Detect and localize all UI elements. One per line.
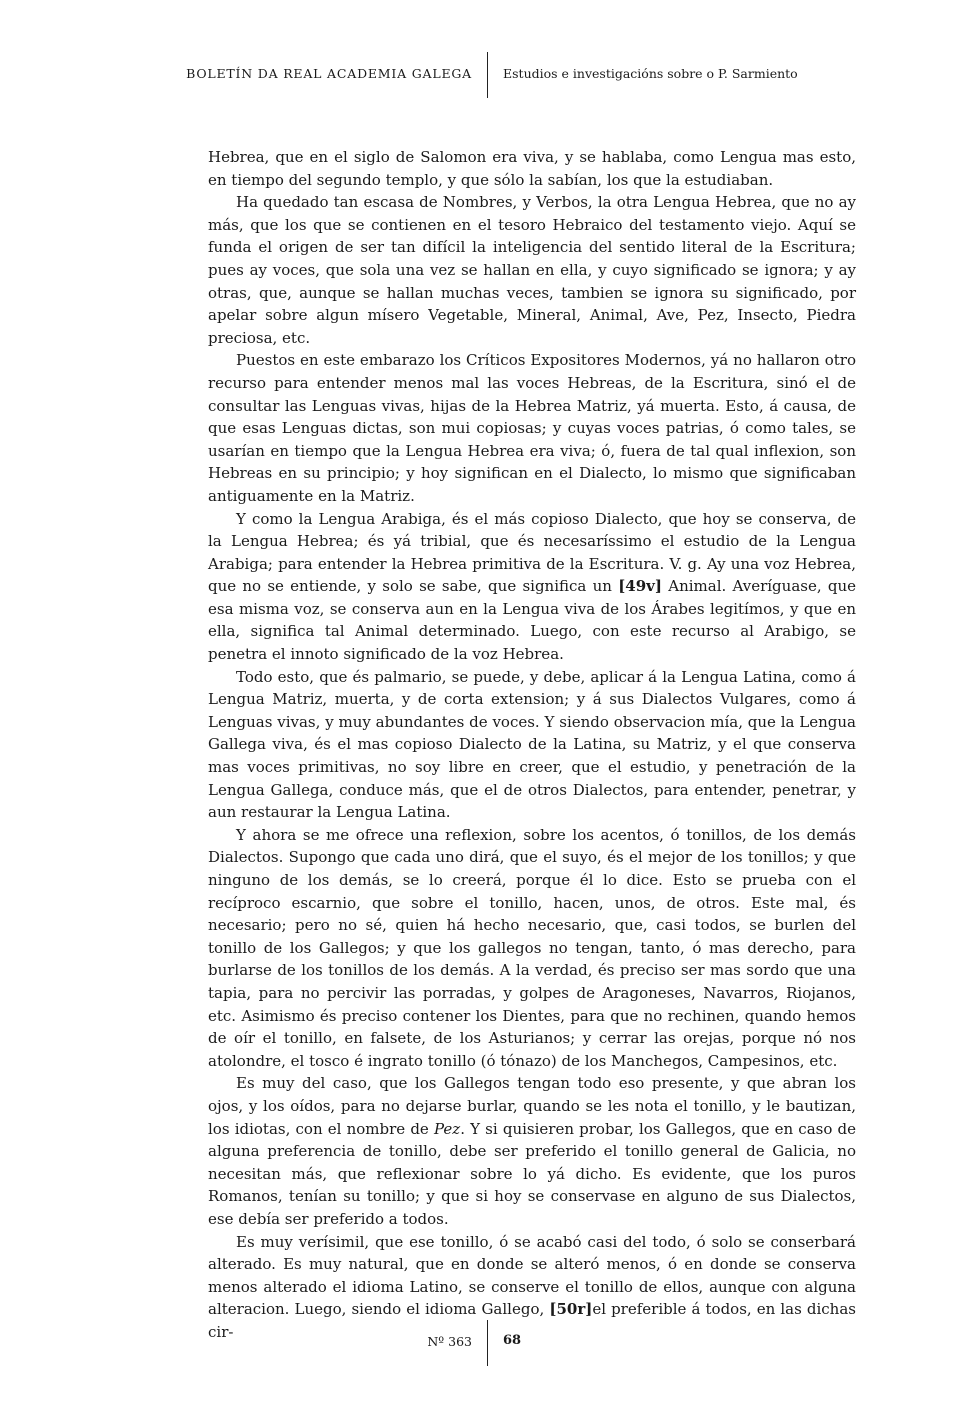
- main-text: [208, 146, 856, 1343]
- page-header: [0, 0, 975, 110]
- journal-title: BOLETÍN DA REAL ACADEMIA GALEGA: [186, 66, 472, 81]
- paragraph-text: Y como la Lengua Arabiga, és el más copioso Dialecto, que hoy se conserva, de la Lengua Hebrea; és yá tribial, que és necesaríssimo el estudio de la Lengua Arabiga; para entender la Hebrea primitiva de la Escritura. V. g. Ay una voz Hebrea, que no se entiende, y solo se sabe, que significa un: [208, 509, 856, 596]
- folio-marker: [49v]: [618, 577, 662, 596]
- paragraph-text: Animal. Averíguase, que esa misma voz, se conserva aun en la Lengua viva de los Árabes legitímos, y que en ella, significa tal Animal determinado. Luego, con este recurso al Arabigo, se penetra el innoto significado de la voz Hebrea.: [208, 577, 856, 664]
- paragraph: Ha quedado tan escasa de Nombres, y Verbos, la otra Lengua Hebrea, que no ay más, que los que se contienen en el tesoro Hebraico del testamento viejo. Aquí se funda el origen de ser tan difícil la inteligencia del sentido literal de la Escritura; pues ay voces, que sola una vez se hallan en ella, y cuyo significado se ignora; y ay otras, que, aunque se hallan muchas veces, tambien se ignora su significado, por apelar sobre algun mísero Vegetable, Mineral, Animal, Ave, Pez, Insecto, Piedra preciosa, etc.: [208, 193, 856, 347]
- paragraph: Puestos en este embarazo los Críticos Expositores Modernos, yá no hallaron otro recurso para entender menos mal las voces Hebreas, de la Escritura, sinó el de consultar las Lenguas vivas, hijas de la Hebrea Matriz, yá muerta. Esto, á causa, de que esas Lenguas dictas, son mui copiosas; y cuyas voces patrias, ó como tales, se usarían en tiempo que la Lengua Hebrea era viva; ó, fuera de tal qual inflexion, son Hebreas en su principio; y hoy significan en el Dialecto, lo mismo que significaban antiguamente en la Matriz.: [208, 351, 856, 505]
- page-footer: [0, 1320, 975, 1380]
- header-divider: [487, 52, 488, 98]
- page-number: 68: [503, 1333, 522, 1348]
- paragraph-text: . Y si quisieren probar, los Gallegos, que en caso de alguna preferencia de tonillo, debe ser preferido el tonillo general de Galicia, no necesitan más, que reflexionar sobre lo yá dicho. Es evidente, que los puros Romanos, tenían su tonillo; y que si hoy se conservase en alguno de sus Dialectos, ese debía ser preferido a todos.: [208, 1119, 857, 1228]
- italic-term: Pez: [433, 1119, 461, 1138]
- section-title: Estudios e investigacións sobre o P. Sarmiento: [503, 66, 798, 81]
- footer-divider: [487, 1320, 488, 1366]
- paragraph: [208, 508, 856, 666]
- paragraph: Y ahora se me ofrece una reflexion, sobre los acentos, ó tonillos, de los demás Dialectos. Supongo que cada uno dirá, que el suyo, és el mejor de los tonillos; y que ninguno de los demás, se lo creerá, porque él lo dice. Esto se prueba con el recíproco escarnio, que sobre el tonillo, hacen, unos, de otros. Este mal, és necesario; pero no sé, quien há hecho necesario, que, casi todos, se burlen del tonillo de los Gallegos; y que los gallegos no tengan, tanto, ó mas derecho, para burlarse de los tonillos de los demás. A la verdad, és preciso ser mas sordo que una tapia, para no percivir las porradas, y golpes de Aragoneses, Navarros, Riojanos, etc. Asimismo és preciso contener los Dientes, para que no rechinen, quando hemos de oír el tonillo, en falsete, de los Asturianos; y cerrar las orejas, porque nó nos atolondre, el tosco é ingrato tonillo (ó tónazo) de los Manchegos, Campesinos, etc.: [208, 825, 856, 1070]
- paragraph: Hebrea, que en el siglo de Salomon era viva, y se hablaba, como Lengua mas esto, en tiempo del segundo templo, y que sólo la sabían, los que la estudiaban.: [208, 148, 856, 189]
- issue-number: Nº 363: [427, 1334, 472, 1349]
- paragraph-text: Es muy verísimil, que ese tonillo, ó se acabó casi del todo, ó solo se conserbará alterado. Es muy natural, que en donde se alteró menos, ó en donde se conserva menos alterado el idioma Latino, se conserve el tonillo de ellos, aunque con alguna alteracion. Luego, siendo el idioma Gallego,: [208, 1232, 856, 1319]
- paragraph-text: Es muy del caso, que los Gallegos tengan todo eso presente, y que abran los ojos, y los oídos, para no dejarse burlar, quando se les nota el tonillo, y le bautizan, los idiotas, con el nombre de: [208, 1074, 856, 1138]
- paragraph: [208, 1072, 856, 1230]
- folio-marker: [50r]: [549, 1300, 593, 1319]
- paragraph: Todo esto, que és palmario, se puede, y debe, aplicar á la Lengua Latina, como á Lengua Matriz, muerta, y de corta extension; y á sus Dialectos Vulgares, como á Lenguas vivas, y muy abundantes de voces. Y siendo observacion mía, que la Lengua Gallega viva, és el mas copioso Dialecto de la Latina, su Matriz, y el que conserva mas voces primitivas, no soy libre en creer, que el estudio, y penetración de la Lengua Gallega, conduce más, que el de otros Dialectos, para entender, penetrar, y aun restaurar la Lengua Latina.: [208, 667, 856, 822]
- paragraph-text: el preferible á todos, en las dichas cir-: [208, 1300, 856, 1341]
